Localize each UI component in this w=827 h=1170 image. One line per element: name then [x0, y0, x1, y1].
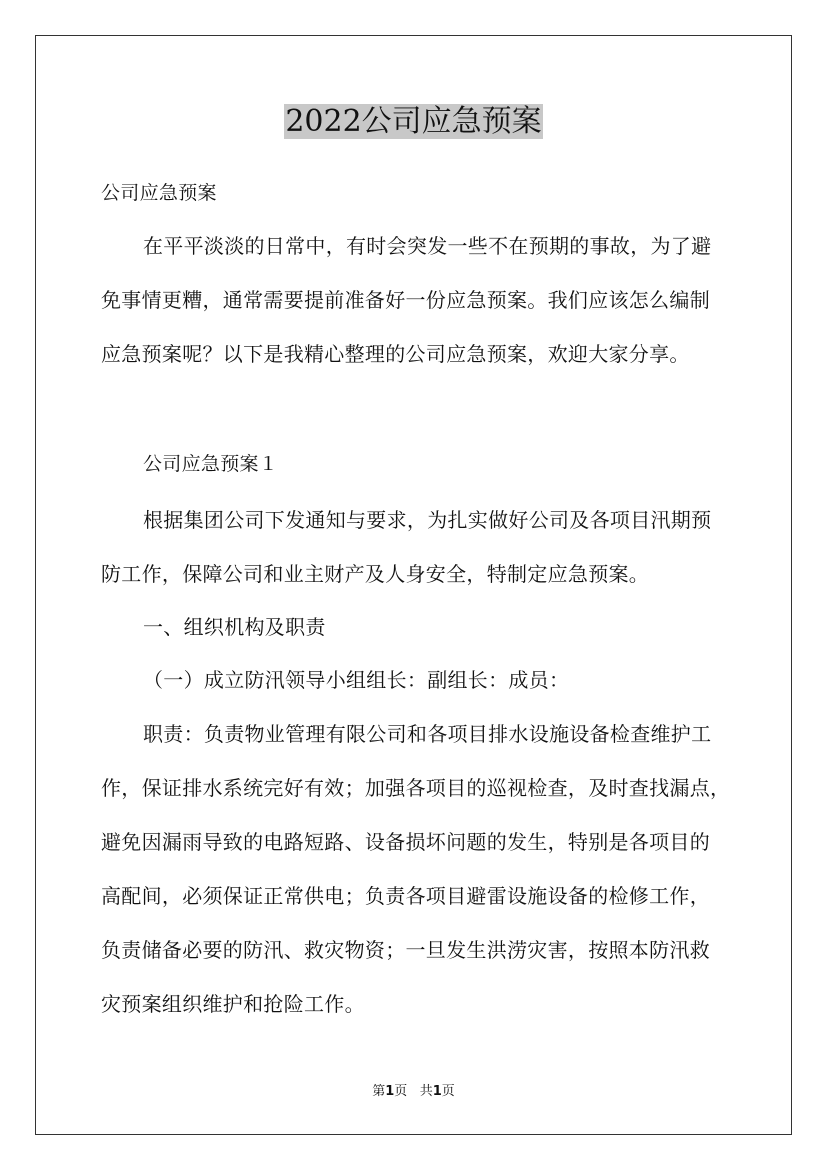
duty-line: 职责：负责物业管理有限公司和各项目排水设施设备检查维护工	[143, 722, 712, 746]
duty-line: 负责储备必要的防汛、救灾物资；一旦发生洪涝灾害，按照本防汛救	[101, 938, 710, 962]
footer-total-suffix: 页	[441, 1084, 455, 1099]
intro-line: 在平平淡淡的日常中，有时会突发一些不在预期的事故，为了避	[143, 234, 712, 258]
duty-line: 高配间，必须保证正常供电；负责各项目避雷设施设备的检修工作，	[101, 884, 710, 908]
section-heading-plan-1: 公司应急预案１	[143, 453, 279, 475]
intro-paragraph	[101, 219, 741, 381]
basis-line: 防工作，保障公司和业主财产及人身安全，特制定应急预案。	[101, 562, 650, 586]
duty-line: 作，保证排水系统完好有效；加强各项目的巡视检查，及时查找漏点，	[101, 776, 731, 800]
page-footer	[0, 1080, 827, 1099]
footer-page-suffix: 页	[394, 1084, 408, 1099]
duty-line: 灾预案组织维护和抢险工作。	[101, 992, 365, 1016]
duty-line: 避免因漏雨导致的电路短路、设备损坏问题的发生，特别是各项目的	[101, 830, 710, 854]
intro-line: 应急预案呢？以下是我精心整理的公司应急预案，欢迎大家分享。	[101, 342, 690, 366]
document-subtitle: 公司应急预案	[101, 182, 217, 204]
footer-total-prefix: 共	[419, 1084, 433, 1099]
duty-paragraph	[101, 707, 741, 1031]
section-heading-organization: 一、组织机构及职责	[143, 615, 326, 639]
basis-paragraph	[101, 493, 741, 601]
footer-total-number: 1	[432, 1084, 442, 1099]
footer-page-number: 1	[385, 1084, 395, 1099]
document-title	[0, 99, 827, 145]
footer-page-prefix: 第	[372, 1084, 386, 1099]
subsection-heading-leadership-group: （一）成立防汛领导小组组长：副组长：成员：	[143, 668, 570, 692]
document-title-text: 2022公司应急预案	[285, 104, 542, 139]
basis-line: 根据集团公司下发通知与要求，为扎实做好公司及各项目汛期预	[143, 508, 712, 532]
intro-line: 免事情更糟，通常需要提前准备好一份应急预案。我们应该怎么编制	[101, 288, 710, 312]
